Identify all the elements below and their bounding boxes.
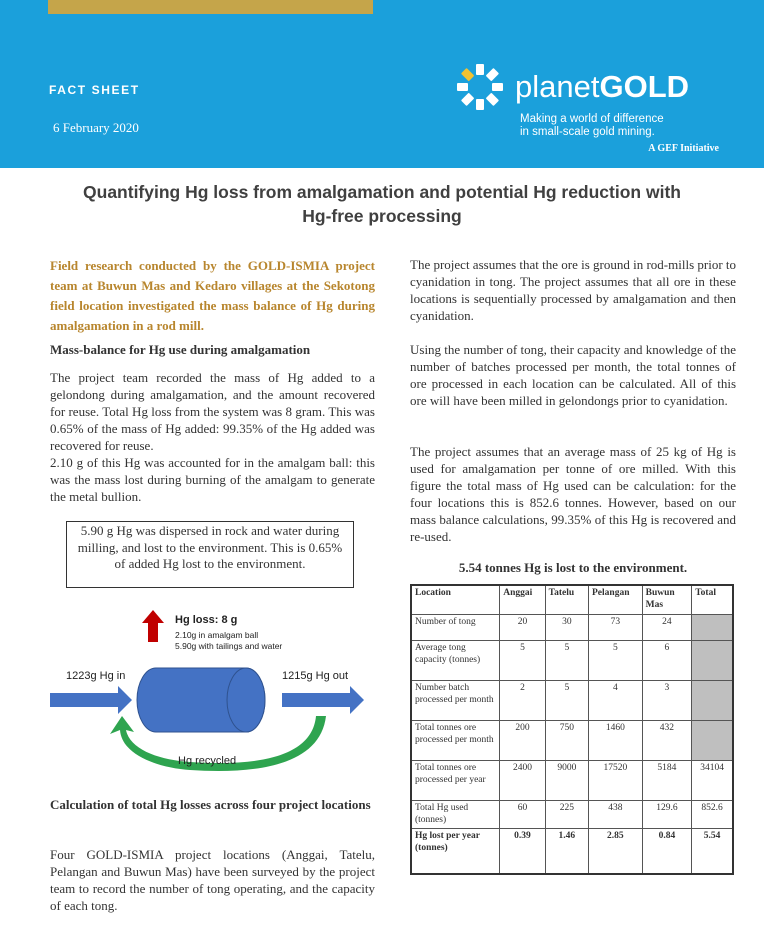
hg-out-label: 1215g Hg out (282, 670, 349, 682)
table-title: 5.54 tonnes Hg is lost to the environment. (458, 560, 688, 575)
hg-usage-paragraph: The project assumes that an average mass of 25 kg of Hg is used for amalgamation per tonne of ore milled. With this figure the total mass of Hg used can be calculation: for the four locations this is 852.6 tonnes. However, based on our mass balance calculations, 99.35% of this Hg is recovered and re-used. (410, 444, 736, 544)
header-total: Total (692, 585, 733, 614)
publication-date: 6 February 2020 (53, 120, 139, 135)
row-label: Total tonnes ore processed per month (411, 720, 500, 760)
title-line-1: Quantifying Hg loss from amalgamation and potential Hg reduction with (83, 182, 681, 202)
header-anggai: Anggai (500, 585, 545, 614)
fact-sheet-label: FACT SHEET (49, 83, 140, 97)
table-cell: 5 (545, 680, 588, 720)
table-row (411, 760, 733, 800)
header-tatelu: Tatelu (545, 585, 588, 614)
table-cell: 1.46 (545, 828, 588, 874)
table-cell: 30 (545, 614, 588, 640)
table-cell: 4 (589, 680, 643, 720)
table-cell-empty (692, 720, 733, 760)
loss-arrow-icon (142, 610, 164, 642)
table-row (411, 800, 733, 828)
row-label: Total Hg used (tonnes) (411, 800, 500, 828)
planetgold-logo-icon (455, 62, 505, 112)
table-cell: 432 (642, 720, 692, 760)
table-cell: 0.39 (500, 828, 545, 874)
brand-tagline (520, 113, 720, 139)
header-banner (0, 0, 764, 168)
row-label: Hg lost per year (tonnes) (411, 828, 500, 874)
subheading-mass-balance: Mass-balance for Hg use during amalgamation (50, 342, 311, 357)
table-cell: 3 (642, 680, 692, 720)
title-line-2: Hg-free processing (302, 206, 462, 226)
table-cell: 1460 (589, 720, 643, 760)
calculation-paragraph: Using the number of tong, their capacity and knowledge of the number of batches processed per month, the total tonnes of ore processed in each location can be calculated. All of this ore will have been milled in gelondongs prior to cyanidation. (410, 342, 736, 408)
mass-balance-paragraph (50, 369, 375, 505)
mass-balance-text-1: The project team recorded the mass of Hg added to a gelondong during amalgamation, and the amount recovered for reuse. Total Hg loss from the system was 8 gram. This was 0.65% of the mass of Hg added: 99.35% of the Hg added was recovered for reuse. (50, 370, 375, 453)
callout-box: 5.90 g Hg was dispersed in rock and water during milling, and lost to the environment. This is 0.65% of added Hg lost to the environment. (66, 521, 354, 588)
hg-in-arrow-icon (50, 686, 132, 714)
hg-loss-table (410, 584, 734, 875)
table-cell-empty (692, 680, 733, 720)
table-cell: 129.6 (642, 800, 692, 828)
brand-name (515, 69, 689, 105)
header-buwun-mas: Buwun Mas (642, 585, 692, 614)
table-cell: 20 (500, 614, 545, 640)
table-cell: 852.6 (692, 800, 733, 828)
table-cell: 9000 (545, 760, 588, 800)
mass-balance-text-2: 2.10 g of this Hg was accounted for in the amalgam ball: this was the mass lost during burning of the amalgam to generate the metal bullion. (50, 455, 375, 504)
table-header-row (411, 585, 733, 614)
table-row (411, 680, 733, 720)
table-cell: 2400 (500, 760, 545, 800)
table-cell: 24 (642, 614, 692, 640)
table-cell: 438 (589, 800, 643, 828)
table-cell: 5 (545, 640, 588, 680)
lead-paragraph: Field research conducted by the GOLD-ISMIA project team at Buwun Mas and Kedaro villages at the Sekotong field location investigated the mass balance of Hg during amalgamation in a rod mill. (50, 258, 375, 333)
table-cell: 60 (500, 800, 545, 828)
table-row (411, 720, 733, 760)
table-cell: 2.85 (589, 828, 643, 874)
table-cell: 2 (500, 680, 545, 720)
subheading-total-losses: Calculation of total Hg losses across four project locations (50, 797, 371, 812)
gelondong-cylinder-icon (137, 668, 265, 732)
hg-flow-diagram (50, 610, 375, 780)
hg-recycled-label: Hg recycled (178, 755, 237, 767)
table-cell: 5184 (642, 760, 692, 800)
table-cell: 17520 (589, 760, 643, 800)
table-row (411, 614, 733, 640)
assumption-paragraph: The project assumes that the ore is ground in rod-mills prior to cyanidation in tong. The project assumes that all ore in these locations is sequentially processed by amalgamation and then cyanidation. (410, 257, 737, 323)
hg-in-label: 1223g Hg in (66, 670, 126, 682)
header-location: Location (411, 585, 500, 614)
table-row (411, 640, 733, 680)
table-cell: 0.84 (642, 828, 692, 874)
hg-out-arrow-icon (282, 686, 364, 714)
table-cell-empty (692, 614, 733, 640)
tagline-line-1: Making a world of difference (520, 113, 664, 125)
table-cell: 5 (500, 640, 545, 680)
table-cell: 750 (545, 720, 588, 760)
document-title (40, 180, 724, 228)
gef-initiative: A GEF Initiative (648, 143, 719, 154)
table-cell-empty (692, 640, 733, 680)
hg-loss-amalgam: 2.10g in amalgam ball (175, 630, 259, 640)
gold-accent-bar (48, 0, 373, 14)
table-cell: 73 (589, 614, 643, 640)
row-label: Number of tong (411, 614, 500, 640)
hg-loss-title: Hg loss: 8 g (175, 614, 238, 626)
header-pelangan: Pelangan (589, 585, 643, 614)
table-row (411, 828, 733, 874)
table-cell: 200 (500, 720, 545, 760)
row-label: Average tong capacity (tonnes) (411, 640, 500, 680)
locations-paragraph: Four GOLD-ISMIA project locations (Anggai, Tatelu, Pelangan and Buwun Mas) have been surveyed by the project team to record the number of tong operating, and the capacity of each tong. (50, 847, 375, 913)
brand-light: planet (515, 69, 600, 104)
tagline-line-2: in small-scale gold mining. (520, 126, 655, 138)
table-cell: 225 (545, 800, 588, 828)
hg-loss-tailings: 5.90g with tailings and water (175, 641, 283, 651)
row-label: Total tonnes ore processed per year (411, 760, 500, 800)
brand-bold: GOLD (599, 69, 690, 104)
table-cell: 34104 (692, 760, 733, 800)
table-cell: 5.54 (692, 828, 733, 874)
table-cell: 5 (589, 640, 643, 680)
row-label: Number batch processed per month (411, 680, 500, 720)
table-cell: 6 (642, 640, 692, 680)
